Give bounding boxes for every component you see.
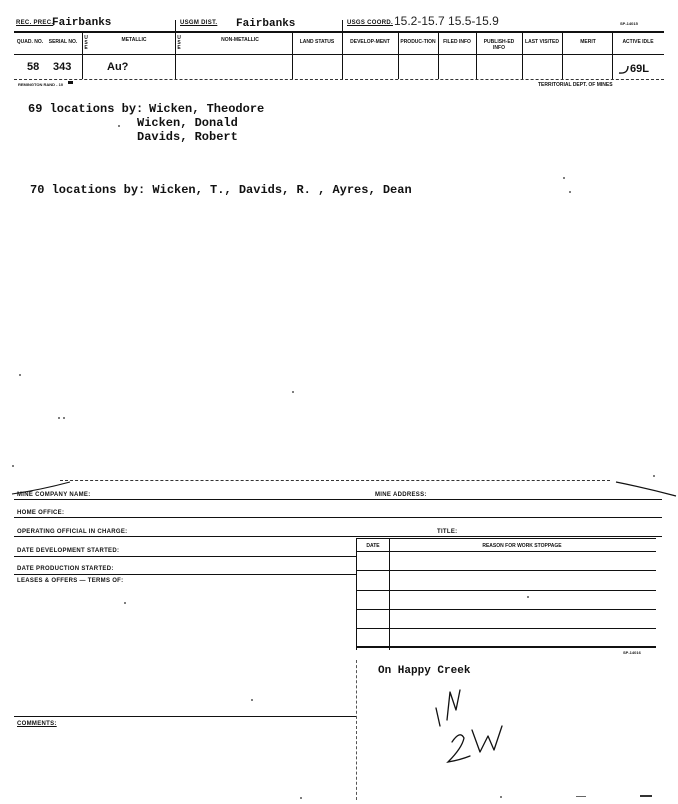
divider — [342, 20, 343, 79]
col-development: DEVELOP-MENT — [350, 39, 390, 45]
leases-offers-label: LEASES & OFFERS — TERMS OF: — [17, 578, 124, 584]
rec-prec-label: REC. PREC. — [16, 20, 54, 26]
speck — [63, 417, 65, 419]
rule — [14, 499, 662, 500]
comments-label: COMMENTS: — [17, 721, 57, 727]
col-metallic: METALLIC — [121, 37, 147, 43]
rule — [356, 609, 656, 610]
development-started-label: DATE DEVELOPMENT STARTED: — [17, 548, 120, 554]
speck — [563, 177, 565, 179]
divider — [398, 32, 399, 79]
speck — [58, 417, 60, 419]
divider — [438, 32, 439, 79]
reason-header: REASON FOR WORK STOPPAGE — [482, 543, 562, 549]
mine-company-name-label: MINE COMPANY NAME: — [17, 492, 91, 498]
rule — [14, 574, 356, 575]
speck — [12, 465, 14, 467]
divider-dashed — [356, 660, 357, 800]
bracket-mark-icon — [616, 64, 630, 76]
card-footer-right: TERRITORIAL DEPT. OF MINES — [538, 82, 613, 88]
col-quad-no: QUAD. NO. — [16, 39, 44, 45]
mine-address-label: MINE ADDRESS: — [375, 492, 427, 498]
quad-no-value: 58 — [27, 61, 40, 73]
form-number-top: SP-14015 — [620, 21, 638, 26]
col-active-idle: ACTIVE IDLE — [622, 39, 654, 45]
usgs-coord-value: 15.2-15.7 15.5-15.9 — [394, 14, 499, 28]
usgm-dist-label: USGM DIST. — [180, 20, 218, 26]
locator-name: Davids, Robert — [137, 130, 238, 144]
production-started-label: DATE PRODUCTION STARTED: — [17, 566, 114, 572]
rule — [14, 31, 664, 33]
col-production: PRODUC-TION — [400, 39, 436, 45]
rule — [14, 536, 662, 537]
rule — [14, 54, 664, 55]
home-office-label: HOME OFFICE: — [17, 510, 65, 516]
date-header: DATE — [366, 543, 380, 549]
locations-70-line: 70 locations by: Wicken, T., Davids, R. , Ayres, Dean — [30, 183, 412, 197]
divider — [356, 538, 357, 650]
divider — [476, 32, 477, 79]
col-merit: MERIT — [580, 39, 596, 45]
handwritten-mark-icon — [430, 686, 530, 766]
rule — [356, 646, 656, 648]
typed-location: On Happy Creek — [378, 665, 471, 677]
speck — [124, 602, 126, 604]
col-use-2: U S E — [177, 35, 181, 51]
col-non-metallic: NON-METALLIC — [221, 37, 259, 43]
rec-prec-value: Fairbanks — [52, 17, 112, 29]
speck — [500, 796, 502, 798]
speck — [640, 795, 652, 797]
locator-name: Wicken, Donald — [137, 116, 238, 130]
card-edge-curve — [10, 476, 678, 498]
form-number-bottom: SP-14016 — [623, 650, 641, 655]
divider — [612, 32, 613, 79]
rule — [14, 517, 662, 518]
divider — [82, 32, 83, 79]
print-mark — [68, 81, 73, 84]
divider — [389, 538, 390, 650]
col-published-info: PUBLISH-ED INFO — [483, 39, 515, 51]
speck — [19, 374, 21, 376]
rule — [14, 556, 356, 557]
rule — [356, 570, 656, 571]
title-label: TITLE: — [437, 529, 458, 535]
divider — [522, 32, 523, 79]
metallic-value: Au? — [107, 61, 129, 73]
speck — [251, 699, 253, 701]
rule — [14, 716, 356, 717]
usgm-dist-value: Fairbanks — [236, 18, 296, 30]
speck — [300, 797, 302, 799]
rule — [356, 590, 656, 591]
rule — [356, 551, 656, 552]
speck — [569, 191, 571, 193]
serial-no-value: 343 — [53, 61, 72, 73]
speck — [527, 596, 529, 598]
active-idle-value: 69L — [630, 63, 649, 75]
col-filed-info: FILED INFO — [443, 39, 471, 45]
divider — [562, 32, 563, 79]
rule — [356, 628, 656, 629]
col-last-visited: LAST VISITED — [525, 39, 559, 45]
locator-name: Wicken, Theodore — [149, 102, 265, 116]
rule-dashed — [14, 79, 664, 80]
speck — [118, 125, 120, 127]
locations-69-lead: 69 locations by: — [28, 102, 144, 116]
divider — [292, 32, 293, 79]
card-footer-left: REMINGTON RAND - 10 — [18, 82, 64, 87]
speck — [292, 391, 294, 393]
operating-official-label: OPERATING OFFICIAL IN CHARGE: — [17, 529, 128, 535]
usgs-coord-label: USGS COORD. — [347, 20, 393, 26]
col-use: U S E — [84, 35, 88, 51]
rule — [356, 538, 656, 539]
col-serial-no: SERIAL NO. — [48, 39, 78, 45]
speck — [576, 796, 586, 797]
divider — [175, 20, 176, 79]
col-land-status: LAND STATUS — [299, 39, 335, 45]
